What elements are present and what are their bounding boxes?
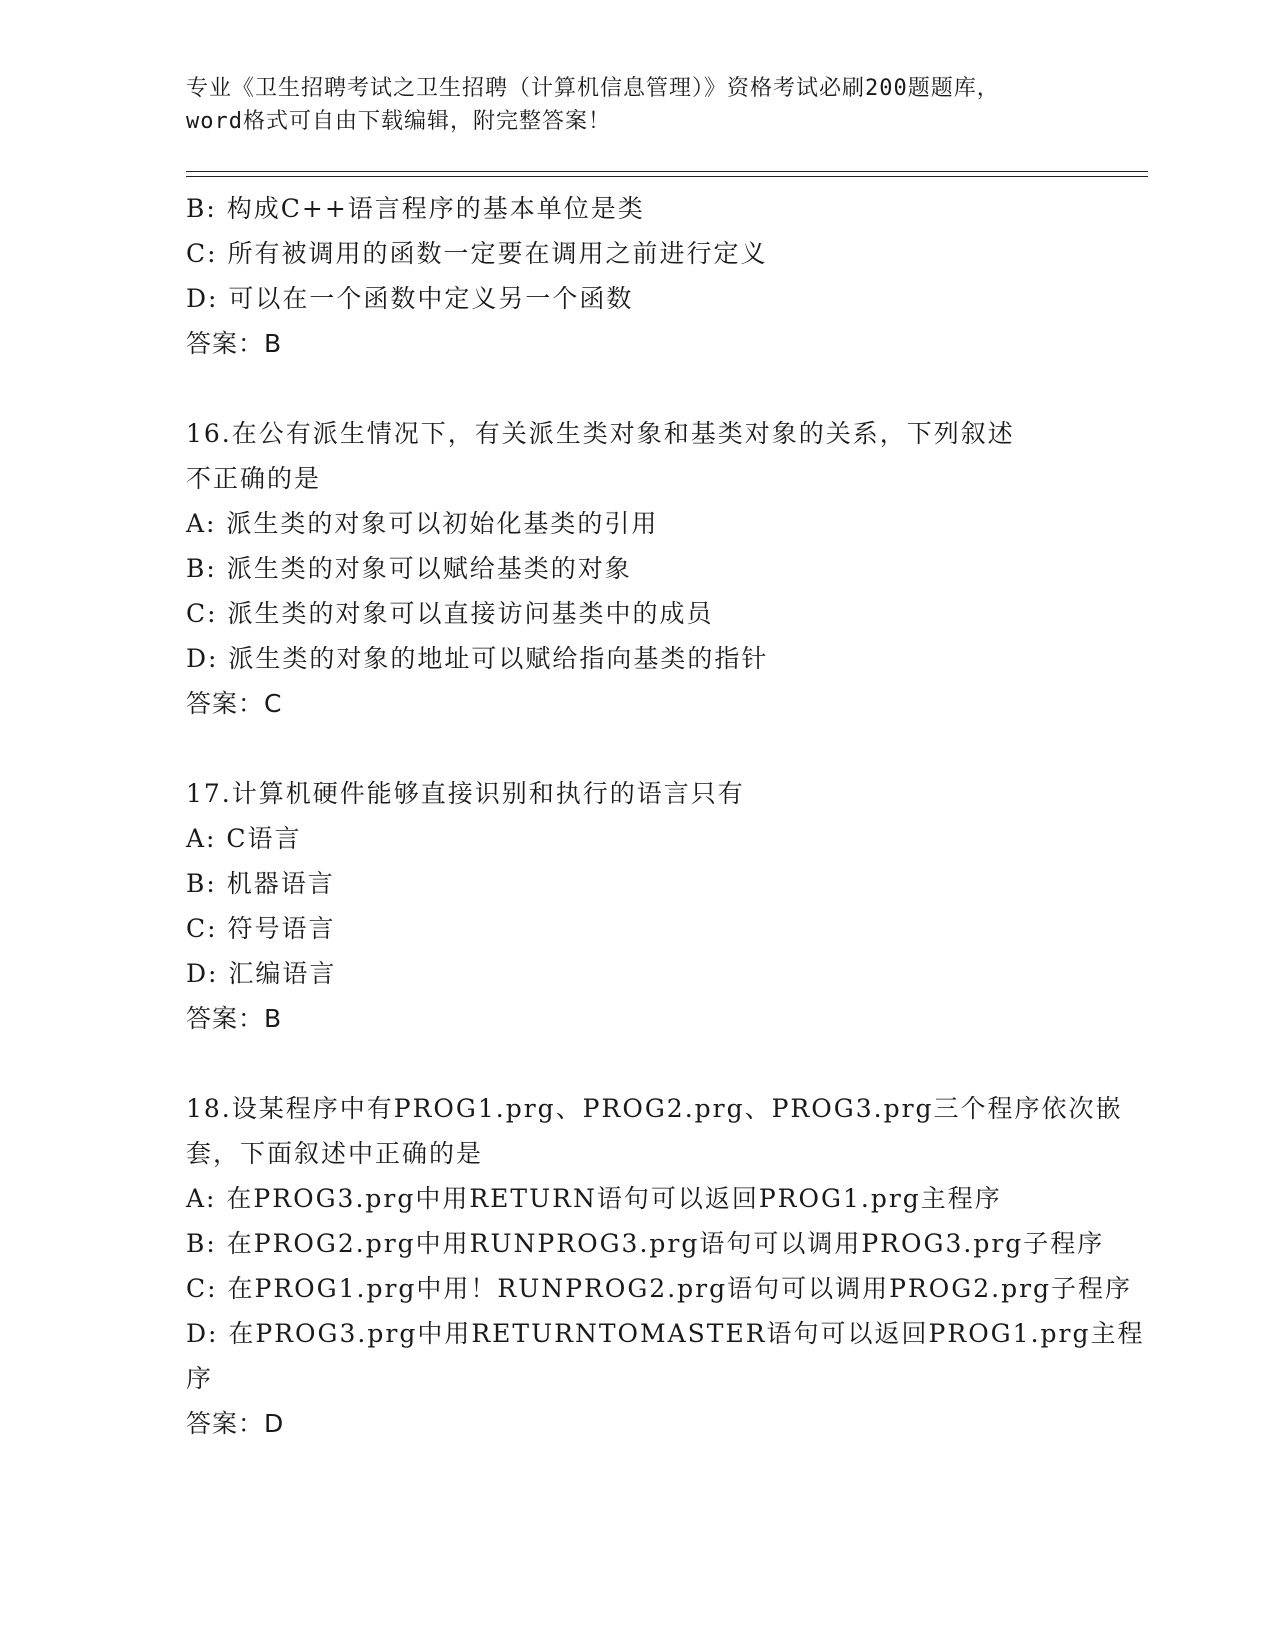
header-divider-top [186, 171, 1148, 172]
header-title-line-1: 专业《卫生招聘考试之卫生招聘（计算机信息管理）》资格考试必刷200题题库， [186, 76, 1000, 101]
option-d-cont: 序 [186, 1364, 214, 1393]
question-stem-cont: 套，下面叙述中正确的是 [186, 1139, 484, 1168]
question-16 [186, 411, 1086, 726]
option-c: C: 派生类的对象可以直接访问基类中的成员 [186, 599, 714, 628]
answer-line: 答案：C [186, 689, 283, 718]
option-d: D: 可以在一个函数中定义另一个函数 [186, 284, 634, 313]
option-a: A: C语言 [186, 824, 302, 853]
option-b: B: 构成C++语言程序的基本单位是类 [186, 194, 645, 223]
question-stem-cont: 不正确的是 [186, 464, 322, 493]
question-stem: 18.设某程序中有PROG1.prg、PROG2.prg、PROG3.prg三个程序依次嵌 [186, 1094, 1123, 1123]
question-stem: 16.在公有派生情况下，有关派生类对象和基类对象的关系，下列叙述 [186, 419, 1015, 448]
answer-line: 答案：B [186, 1004, 283, 1033]
option-b: B: 派生类的对象可以赋给基类的对象 [186, 554, 632, 583]
option-d: D: 派生类的对象的地址可以赋给指向基类的指针 [186, 644, 769, 673]
option-a: A: 派生类的对象可以初始化基类的引用 [186, 509, 659, 538]
answer-line: 答案：B [186, 329, 283, 358]
option-c: C: 符号语言 [186, 914, 336, 943]
question-list [186, 186, 1145, 1446]
document-header [186, 72, 1086, 138]
question-stem: 17.计算机硬件能够直接识别和执行的语言只有 [186, 779, 745, 808]
option-d: D: 汇编语言 [186, 959, 337, 988]
question-15-tail [186, 186, 1086, 366]
option-c: C: 所有被调用的函数一定要在调用之前进行定义 [186, 239, 768, 268]
question-18 [186, 1086, 1145, 1446]
option-d: D: 在PROG3.prg中用RETURNTOMASTER语句可以返回PROG1.prg主程 [186, 1319, 1145, 1348]
option-b: B: 机器语言 [186, 869, 335, 898]
option-c: C: 在PROG1.prg中用！RUNPROG2.prg语句可以调用PROG2.prg子程序 [186, 1274, 1133, 1303]
option-a: A: 在PROG3.prg中用RETURN语句可以返回PROG1.prg主程序 [186, 1184, 1002, 1213]
question-17 [186, 771, 1086, 1041]
header-divider-bottom [186, 176, 1148, 177]
option-b: B: 在PROG2.prg中用RUNPROG3.prg语句可以调用PROG3.prg子程序 [186, 1229, 1105, 1258]
answer-line: 答案：D [186, 1409, 285, 1438]
header-title-line-2: word格式可自由下载编辑，附完整答案！ [186, 109, 611, 134]
